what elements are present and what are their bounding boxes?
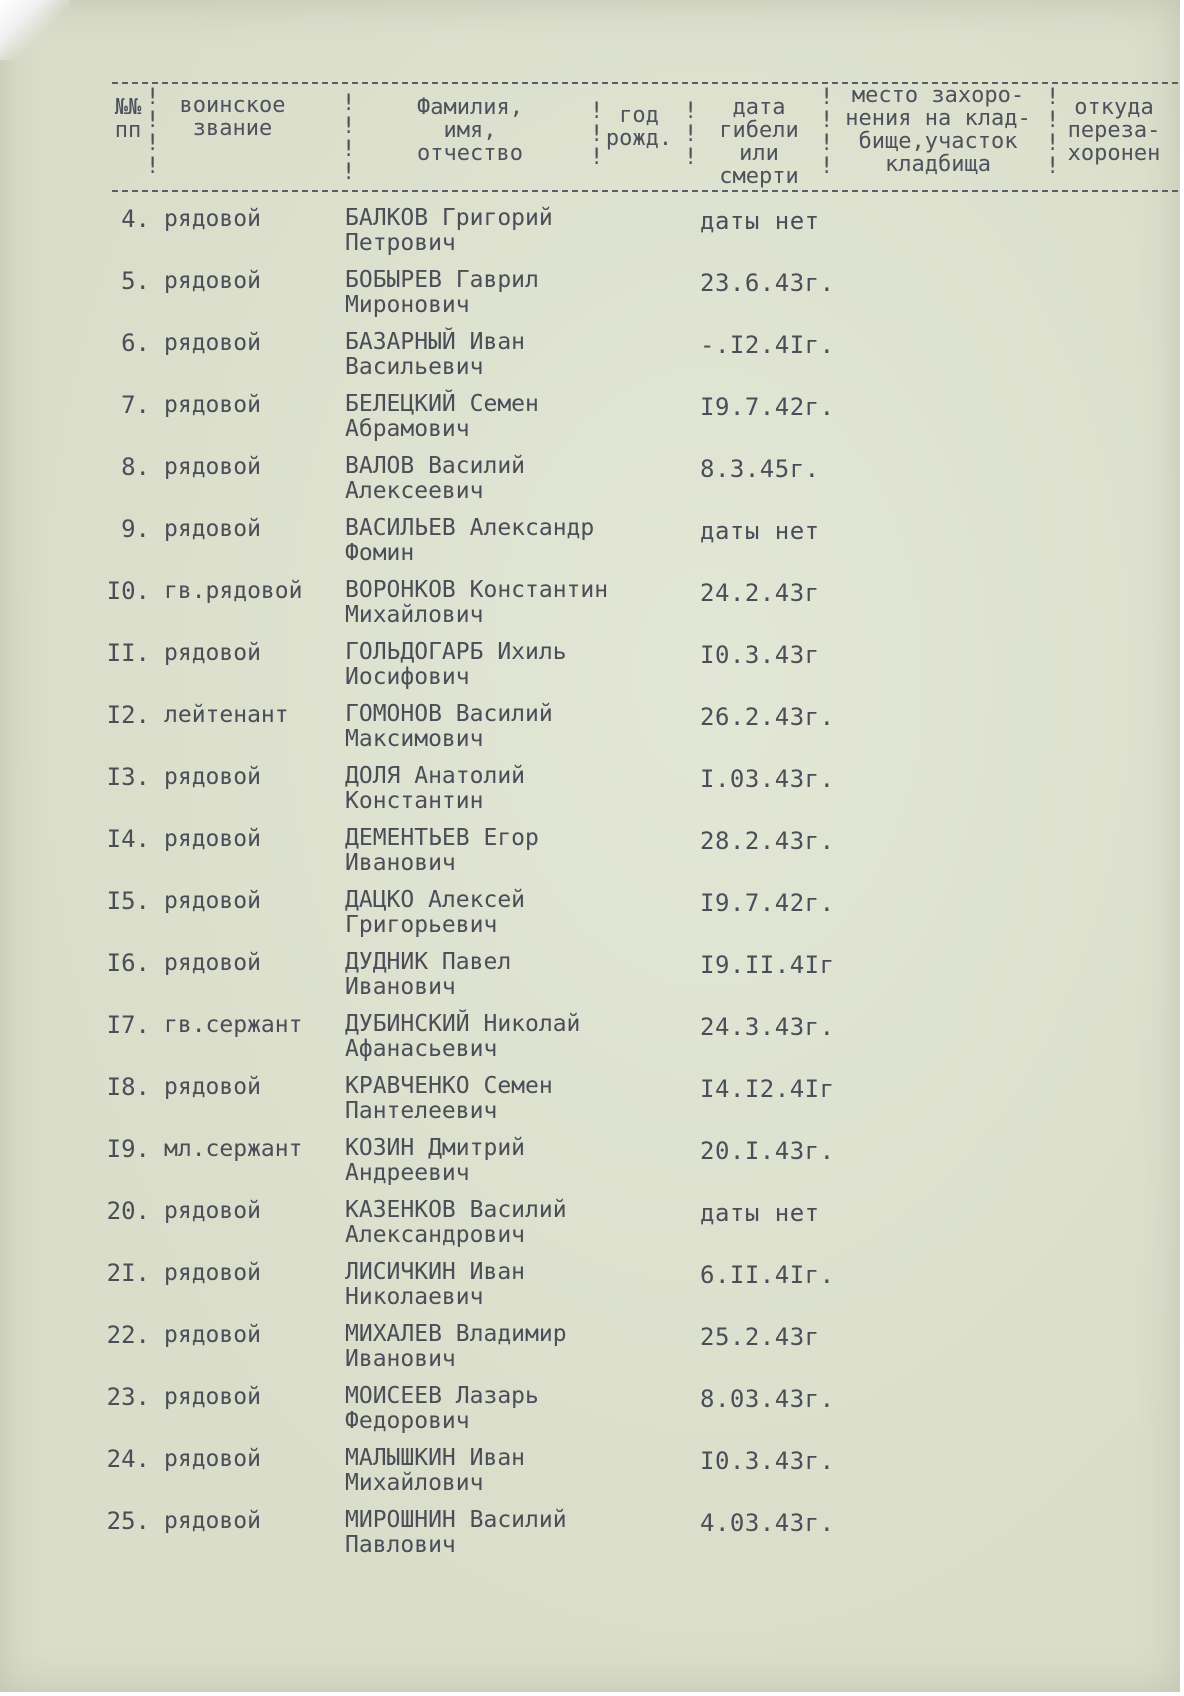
row-date: 6.II.4Iг.: [700, 1261, 835, 1289]
row-date: I0.3.43г: [700, 641, 820, 669]
table-row: [0, 1074, 1180, 1136]
row-rank: гв.сержант: [164, 1012, 303, 1038]
row-number: 8.: [121, 453, 150, 481]
row-name: ВОРОНКОВ Константин Михайлович: [345, 577, 609, 628]
row-name: ДЕМЕНТЬЕВ Егор Иванович: [345, 825, 539, 876]
row-date: I.03.43г.: [700, 765, 835, 793]
column-separator: ! ! ! !: [820, 85, 834, 179]
row-name: ВАЛОВ Василий Алексеевич: [345, 453, 526, 504]
row-date: I9.II.4Iг: [700, 951, 835, 979]
row-name: БОБЫРЕВ Гаврил Миронович: [345, 267, 539, 318]
row-number: I6.: [106, 949, 150, 977]
row-number: 7.: [121, 391, 150, 419]
row-rank: рядовой: [164, 888, 261, 914]
row-rank: гв.рядовой: [164, 578, 303, 604]
row-name: КАЗЕНКОВ Василий Александрович: [345, 1197, 567, 1248]
row-date: 8.03.43г.: [700, 1385, 835, 1413]
row-number: II.: [106, 639, 150, 667]
row-name: ДУДНИК Павел Иванович: [345, 949, 512, 1000]
row-number: 2I.: [106, 1259, 150, 1287]
header-col-date: дата гибели или смерти: [719, 95, 799, 189]
table-row: [0, 1446, 1180, 1508]
row-number: I0.: [106, 577, 150, 605]
row-number: 20.: [106, 1197, 150, 1225]
row-number: I2.: [106, 701, 150, 729]
row-date: даты нет: [700, 1199, 820, 1227]
row-name: МИХАЛЕВ Владимир Иванович: [345, 1321, 567, 1372]
table-row: [0, 516, 1180, 578]
row-rank: рядовой: [164, 268, 261, 294]
row-rank: мл.сержант: [164, 1136, 303, 1162]
row-date: даты нет: [700, 207, 820, 235]
row-number: I9.: [106, 1135, 150, 1163]
table-row: [0, 888, 1180, 950]
row-number: 25.: [106, 1507, 150, 1535]
row-name: КРАВЧЕНКО Семен Пантелеевич: [345, 1073, 553, 1124]
row-name: ДОЛЯ Анатолий Константин: [345, 763, 526, 814]
row-date: 23.6.43г.: [700, 269, 835, 297]
header-col-year: год рожд.: [605, 103, 673, 151]
row-date: 20.I.43г.: [700, 1137, 835, 1165]
row-name: КОЗИН Дмитрий Андреевич: [345, 1135, 526, 1186]
header-col-name: Фамилия, имя, отчество: [417, 95, 523, 166]
column-separator: ! ! ! !: [146, 85, 160, 179]
row-date: I4.I2.4Iг: [700, 1075, 835, 1103]
row-rank: рядовой: [164, 1260, 261, 1286]
row-number: I4.: [106, 825, 150, 853]
row-rank: рядовой: [164, 1446, 261, 1472]
table-row: [0, 950, 1180, 1012]
row-rank: рядовой: [164, 454, 261, 480]
row-date: 24.2.43г: [700, 579, 820, 607]
column-separator: ! ! ! !: [1046, 85, 1060, 179]
row-number: I8.: [106, 1073, 150, 1101]
row-rank: рядовой: [164, 206, 261, 232]
row-name: МИРОШНИН Василий Павлович: [345, 1507, 567, 1558]
row-date: 26.2.43г.: [700, 703, 835, 731]
table-row: [0, 1384, 1180, 1446]
header-col-burial-place: место захоро- нения на клад- бище,участок кладбища: [845, 83, 1031, 177]
row-number: 4.: [121, 205, 150, 233]
table-row: [0, 640, 1180, 702]
row-name: МАЛЫШКИН Иван Михайлович: [345, 1445, 526, 1496]
row-date: -.I2.4Iг.: [700, 331, 835, 359]
row-name: ГОМОНОВ Василий Максимович: [345, 701, 553, 752]
table-row: [0, 330, 1180, 392]
row-rank: рядовой: [164, 764, 261, 790]
row-rank: рядовой: [164, 516, 261, 542]
table-row: [0, 1322, 1180, 1384]
row-rank: рядовой: [164, 1384, 261, 1410]
header-col-number: №№ пп: [114, 95, 142, 143]
row-date: I9.7.42г.: [700, 393, 835, 421]
row-rank: рядовой: [164, 1198, 261, 1224]
row-date: даты нет: [700, 517, 820, 545]
row-name: ВАСИЛЬЕВ Александр Фомин: [345, 515, 595, 566]
row-date: I0.3.43г.: [700, 1447, 835, 1475]
table-row: [0, 764, 1180, 826]
row-rank: рядовой: [164, 392, 261, 418]
column-separator: ! ! ! !: [342, 91, 356, 185]
row-number: I7.: [106, 1011, 150, 1039]
row-number: 5.: [121, 267, 150, 295]
row-name: БАЛКОВ Григорий Петрович: [345, 205, 553, 256]
header-col-reburied-from: откуда переза- хоронен: [1067, 95, 1161, 166]
column-separator: ! ! !: [590, 99, 604, 170]
row-number: I3.: [106, 763, 150, 791]
column-separator: ! ! !: [684, 99, 698, 170]
row-rank: рядовой: [164, 1322, 261, 1348]
row-number: 24.: [106, 1445, 150, 1473]
row-name: БЕЛЕЦКИЙ Семен Абрамович: [345, 391, 539, 442]
row-number: 9.: [121, 515, 150, 543]
header-col-rank: воинское звание: [179, 93, 286, 141]
row-date: 28.2.43г.: [700, 827, 835, 855]
row-rank: рядовой: [164, 640, 261, 666]
table-row: [0, 206, 1180, 268]
row-rank: рядовой: [164, 950, 261, 976]
table-row: [0, 392, 1180, 454]
table-row: [0, 1012, 1180, 1074]
row-rank: рядовой: [164, 330, 261, 356]
torn-corner: [0, 0, 70, 60]
row-name: БАЗАРНЫЙ Иван Васильевич: [345, 329, 526, 380]
row-rank: рядовой: [164, 1508, 261, 1534]
row-rank: рядовой: [164, 1074, 261, 1100]
row-number: 23.: [106, 1383, 150, 1411]
table-row: [0, 1198, 1180, 1260]
table-row: [0, 1260, 1180, 1322]
row-name: ЛИСИЧКИН Иван Николаевич: [345, 1259, 526, 1310]
row-date: 8.3.45г.: [700, 455, 820, 483]
table-row: [0, 268, 1180, 330]
table-row: [0, 826, 1180, 888]
row-name: ДУБИНСКИЙ Николай Афанасьевич: [345, 1011, 581, 1062]
table-row: [0, 1136, 1180, 1198]
table-row: [0, 578, 1180, 640]
row-name: ГОЛЬДОГАРБ Ихиль Иосифович: [345, 639, 567, 690]
row-date: 4.03.43г.: [700, 1509, 835, 1537]
row-number: I5.: [106, 887, 150, 915]
header-bottom-rule: [112, 190, 1178, 192]
row-number: 6.: [121, 329, 150, 357]
table-row: [0, 1508, 1180, 1570]
row-date: I9.7.42г.: [700, 889, 835, 917]
table-row: [0, 702, 1180, 764]
row-date: 24.3.43г.: [700, 1013, 835, 1041]
row-number: 22.: [106, 1321, 150, 1349]
row-rank: лейтенант: [164, 702, 289, 728]
table-row: [0, 454, 1180, 516]
row-rank: рядовой: [164, 826, 261, 852]
row-name: ДАЦКО Алексей Григорьевич: [345, 887, 526, 938]
row-name: МОИСЕЕВ Лазарь Федорович: [345, 1383, 539, 1434]
row-date: 25.2.43г: [700, 1323, 820, 1351]
